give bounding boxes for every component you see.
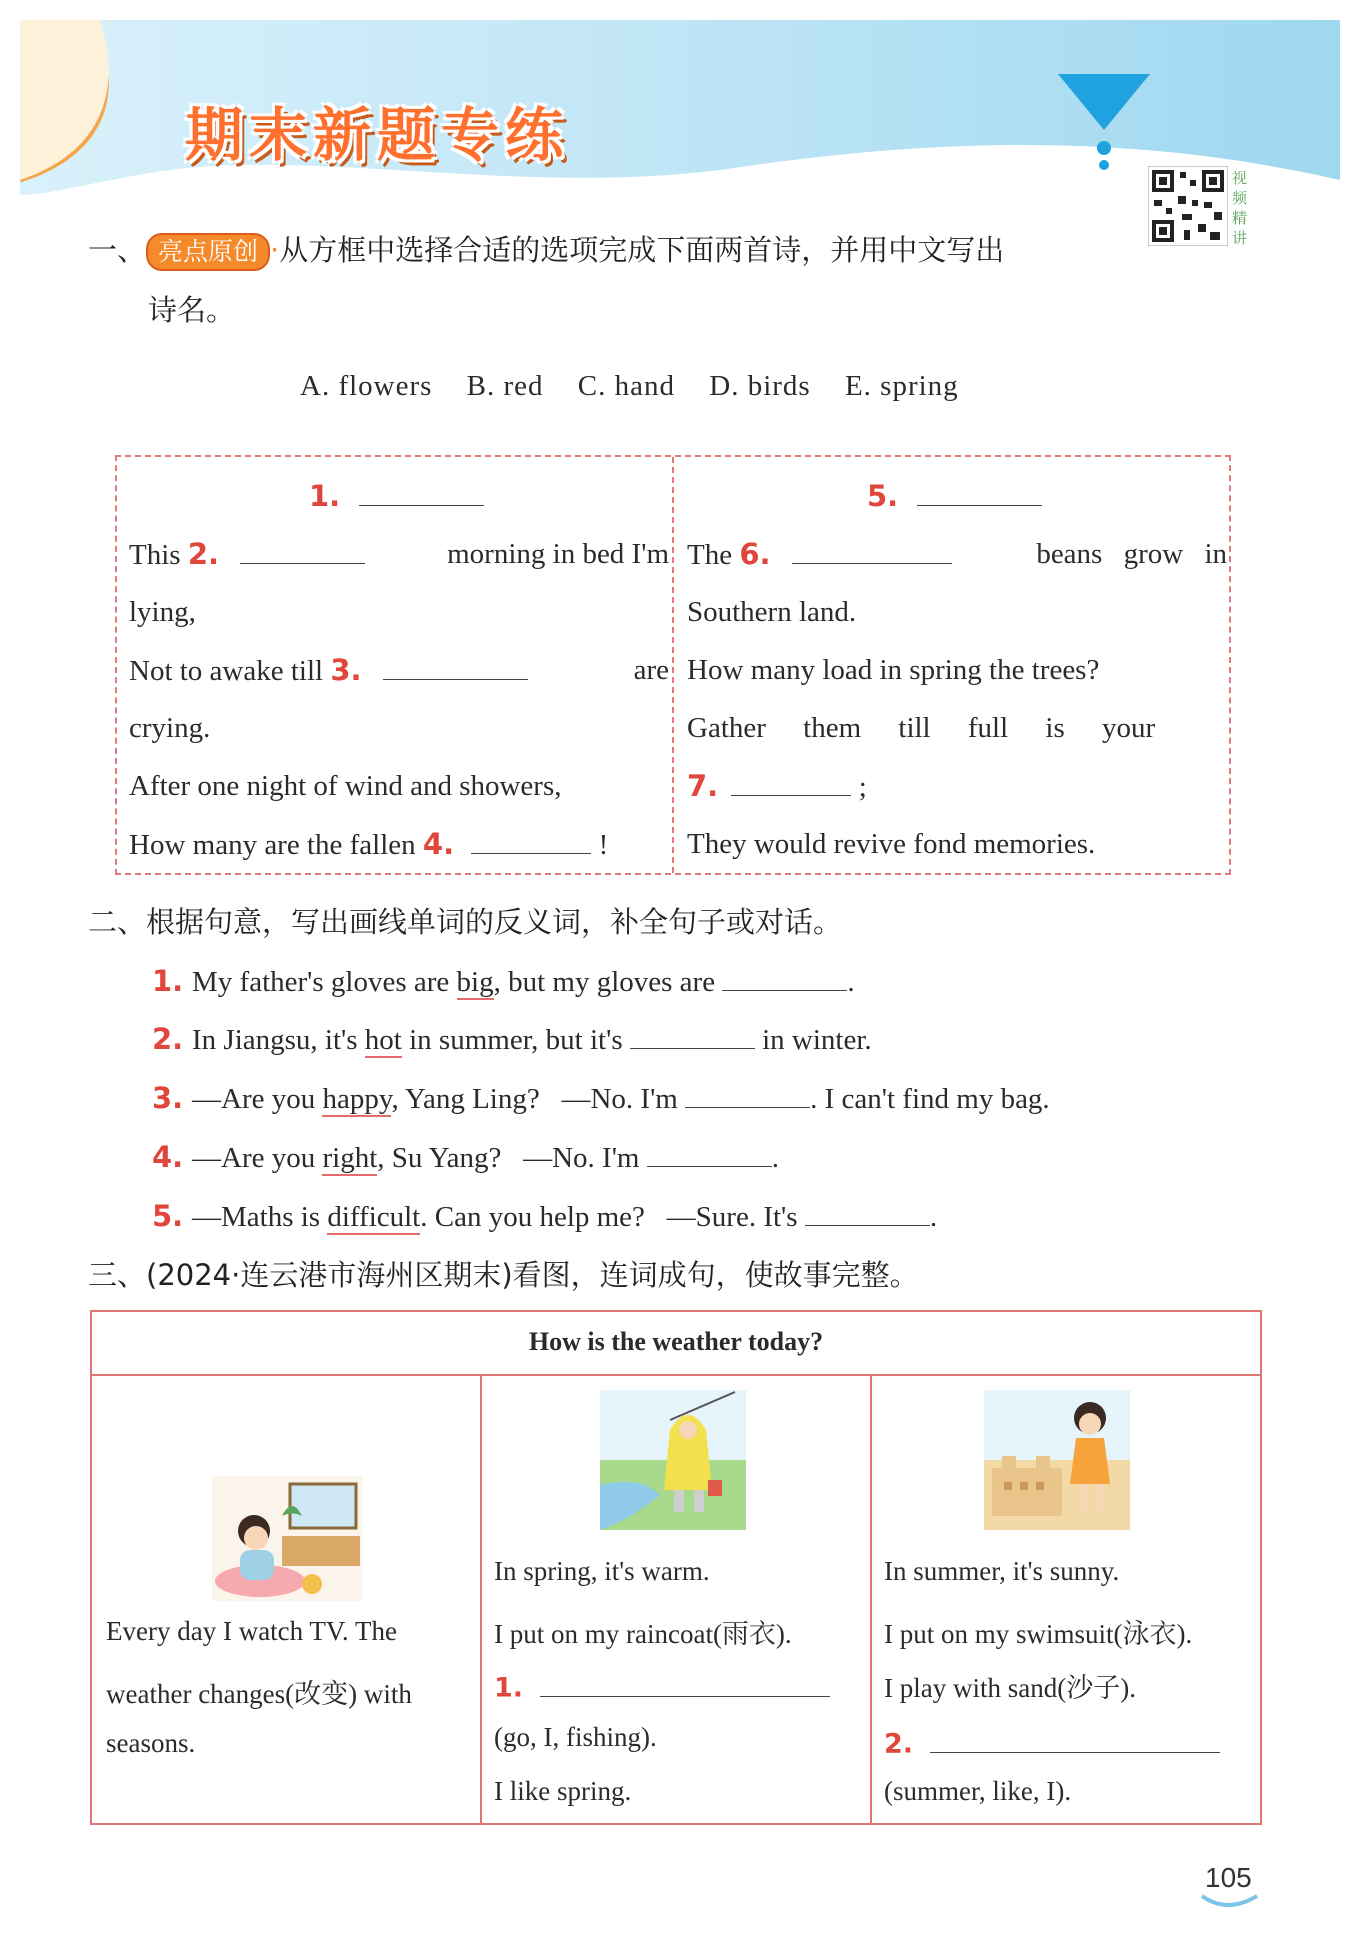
qr-label: 视频精讲 [1232, 169, 1248, 247]
poem-text: The [687, 539, 733, 571]
blank-number: 6. [739, 537, 771, 571]
poem-line [687, 757, 1227, 815]
story-cell-2 [482, 1376, 870, 1826]
question-item [152, 1075, 1050, 1116]
option-e: E. spring [844, 370, 959, 402]
story-text: I like spring. [494, 1776, 632, 1806]
poem-text: beans grow in [1036, 538, 1227, 570]
poem-line: They would revive fond memories. [687, 828, 1096, 860]
option-a: A. flowers [300, 370, 433, 402]
question-text: . [771, 1141, 779, 1174]
question-text: My father's gloves are [192, 965, 457, 998]
question-text: . [847, 965, 855, 998]
poem-left [129, 467, 669, 873]
blank-number: 2. [884, 1728, 914, 1760]
blank-number: 4. [422, 827, 455, 861]
question-number: 1. [152, 963, 184, 998]
story-text: I play with sand(沙子). [884, 1673, 1136, 1703]
answer-blank[interactable] [471, 821, 591, 854]
question-text: —Are you [192, 1141, 323, 1174]
poem-right [687, 467, 1227, 873]
story-text: I put on my raincoat(雨衣). [494, 1619, 792, 1649]
question-number: 2. [152, 1021, 184, 1056]
answer-blank[interactable] [731, 763, 851, 796]
original-badge: 亮点原创 [146, 233, 270, 271]
poem-left-title [129, 467, 669, 525]
underlined-word: right [322, 1141, 378, 1174]
story-text: I put on my swimsuit(泳衣). [884, 1619, 1193, 1649]
poem-text: are [633, 654, 669, 686]
poem-right-title [687, 467, 1227, 525]
poem-line [129, 641, 669, 699]
poem-text: morning in bed I'm [447, 538, 669, 570]
word-hint: (summer, like, I). [884, 1776, 1072, 1806]
story-text: weather changes(改变) with [106, 1679, 412, 1709]
question-text: . Can you help me? —Sure. It's [420, 1200, 798, 1233]
underlined-word: difficult [327, 1200, 421, 1233]
option-b: B. red [466, 370, 544, 402]
blank-number: 1. [494, 1672, 524, 1704]
story-table [90, 1310, 1262, 1825]
section1-instruction-cont: 诗名。 [148, 293, 236, 327]
underlined-word: happy [322, 1082, 392, 1115]
answer-blank[interactable] [647, 1134, 772, 1167]
poem-line [129, 525, 669, 583]
story-cell-1 [92, 1376, 480, 1826]
story-cell-3 [872, 1376, 1260, 1826]
poem-line: lying, [129, 596, 196, 628]
answer-blank[interactable] [722, 958, 847, 991]
answer-blank[interactable] [805, 1193, 930, 1226]
blank-number: 3. [330, 653, 362, 687]
word-options [300, 370, 985, 403]
summer-sandcastle-illustration [984, 1390, 1130, 1530]
poem-line [687, 525, 1227, 583]
page-number-swoosh [1200, 1890, 1260, 1910]
option-d: D. birds [709, 370, 811, 402]
answer-blank[interactable] [383, 647, 528, 680]
question-item [152, 1193, 937, 1234]
poem-line: How many load in spring the trees? [687, 654, 1100, 686]
story-table-title: How is the weather today? [92, 1312, 1260, 1376]
blank-number: 2. [187, 537, 220, 571]
poem-text: How many are the fallen [129, 829, 416, 861]
section1-instruction: 从方框中选择合适的选项完成下面两首诗，并用中文写出 [279, 233, 1005, 267]
answer-blank[interactable] [930, 1722, 1220, 1753]
page-title: 期末新题专练 [185, 101, 570, 169]
poem-line: Gather them till full is your [687, 712, 1156, 744]
question-text: in winter. [762, 1023, 872, 1056]
blank-number: 1. [309, 479, 341, 513]
question-text: in summer, but it's [401, 1023, 623, 1056]
answer-line [494, 1666, 830, 1704]
poem-divider [672, 457, 674, 873]
question-text: , Yang Ling? —No. I'm [391, 1082, 678, 1115]
poem-line: Southern land. [687, 596, 857, 628]
answer-blank[interactable] [359, 473, 484, 506]
poem-line: After one night of wind and showers, [129, 770, 562, 802]
section1-heading: 一、 亮点原创 ·从方框中选择合适的选项完成下面两首诗，并用中文写出 [88, 228, 1004, 271]
answer-blank[interactable] [540, 1666, 830, 1697]
poem-text: Not to awake till [129, 655, 324, 687]
underlined-word: big [456, 965, 494, 998]
question-number: 3. [152, 1080, 184, 1115]
blank-number: 5. [867, 479, 899, 513]
poem-text: ! [598, 829, 609, 861]
blank-number: 7. [687, 769, 719, 803]
question-item [152, 958, 855, 999]
page-number: 105 [1205, 1862, 1252, 1893]
question-number: 4. [152, 1139, 184, 1174]
question-text: , Su Yang? —No. I'm [377, 1141, 640, 1174]
answer-blank[interactable] [917, 473, 1042, 506]
story-text: In summer, it's sunny. [884, 1556, 1120, 1586]
answer-line [884, 1722, 1220, 1760]
story-text: In spring, it's warm. [494, 1556, 710, 1586]
section1-prefix: 一、 [88, 233, 147, 267]
girl-watching-tv-illustration [212, 1476, 362, 1601]
answer-blank[interactable] [630, 1016, 755, 1049]
poem-box [115, 455, 1231, 875]
poem-text: ; [858, 771, 867, 803]
section2-heading: 二、根据句意，写出画线单词的反义词，补全句子或对话。 [88, 905, 843, 939]
answer-blank[interactable] [685, 1075, 810, 1108]
section3-heading: 三、(2024·连云港市海州区期末)看图，连词成句，使故事完整。 [88, 1258, 919, 1292]
question-text: —Are you [192, 1082, 323, 1115]
answer-blank[interactable] [792, 531, 952, 564]
question-text: —Maths is [192, 1200, 328, 1233]
question-item [152, 1016, 872, 1057]
poem-line: crying. [129, 712, 211, 744]
question-text: . I can't find my bag. [810, 1082, 1050, 1115]
question-number: 5. [152, 1198, 184, 1233]
question-text: , but my gloves are [493, 965, 716, 998]
underlined-word: hot [364, 1023, 402, 1056]
option-c: C. hand [577, 370, 676, 402]
poem-text: This [129, 539, 181, 571]
answer-blank[interactable] [240, 531, 365, 564]
question-text: . [929, 1200, 938, 1233]
question-text: In Jiangsu, it's [192, 1023, 365, 1056]
story-text: Every day I watch TV. The [106, 1616, 397, 1646]
poem-line [129, 815, 669, 873]
story-text: seasons. [106, 1728, 196, 1758]
word-hint: (go, I, fishing). [494, 1722, 657, 1752]
spring-fishing-illustration [600, 1390, 746, 1530]
question-item [152, 1134, 779, 1175]
